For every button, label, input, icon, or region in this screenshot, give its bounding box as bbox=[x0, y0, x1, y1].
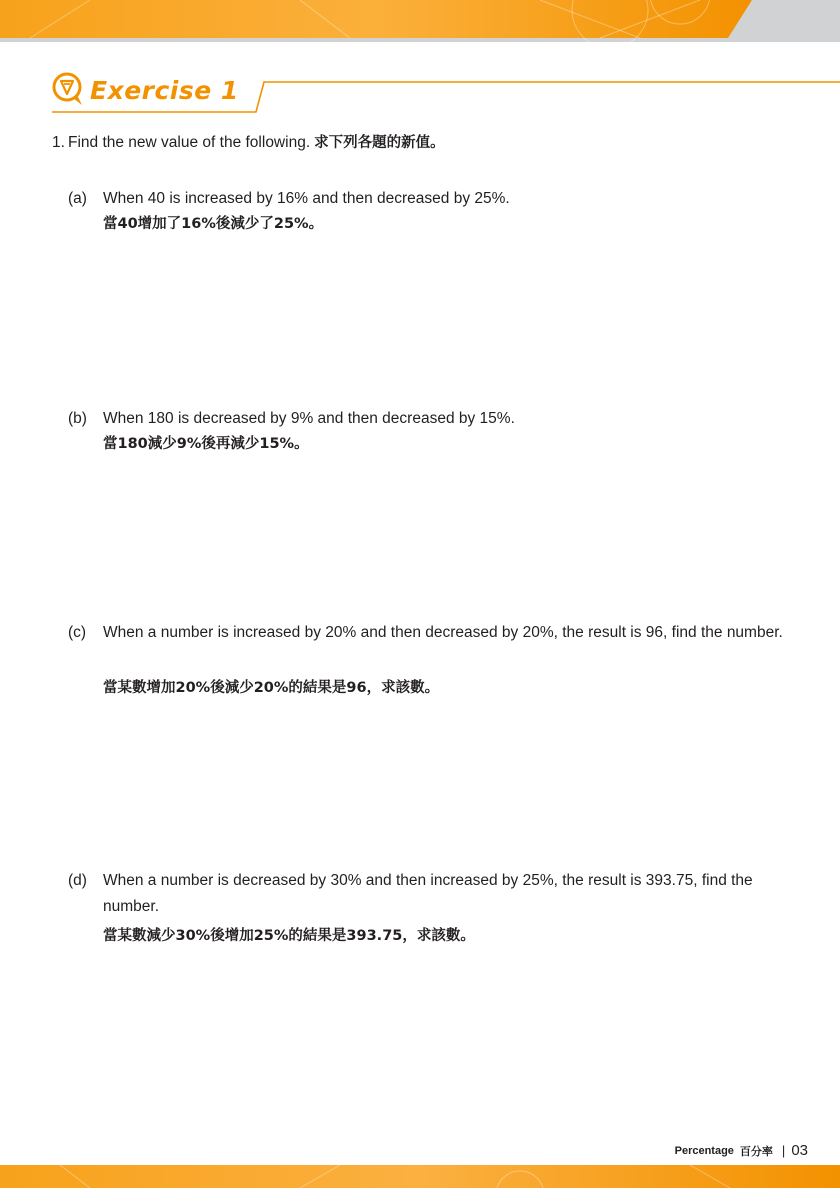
part-text-zh: 當某數增加20%後減少20%的結果是96，求該數。 bbox=[103, 680, 440, 696]
footer-chapter-zh: 百分率 bbox=[739, 1144, 773, 1158]
question-1 bbox=[52, 133, 445, 153]
part-text-en: When a number is increased by 20% and then decreased by 20%, the result is 96, find the number. bbox=[103, 624, 783, 641]
question-number: 1. bbox=[52, 134, 65, 151]
part-text-en: When 40 is increased by 16% and then decreased by 25%. bbox=[103, 190, 510, 207]
part-label: (a) bbox=[68, 190, 87, 207]
part-text-zh: 當180減少9%後再減少15%。 bbox=[103, 436, 309, 452]
footer-separator: | bbox=[781, 1143, 786, 1158]
exercise-heading bbox=[52, 70, 840, 116]
page-footer bbox=[675, 1142, 808, 1159]
exercise-title: Exercise 1 bbox=[90, 76, 239, 105]
question-text-en: Find the new value of the following. bbox=[68, 134, 311, 151]
top-banner-graphic bbox=[0, 0, 840, 42]
bottom-banner bbox=[0, 1165, 840, 1188]
part-text-zh: 當某數減少30%後增加25%的結果是393.75，求該數。 bbox=[103, 928, 475, 944]
page-number: 03 bbox=[791, 1142, 808, 1159]
part-text-en: When 180 is decreased by 9% and then decreased by 15%. bbox=[103, 410, 515, 427]
pencil-badge-icon bbox=[52, 72, 86, 106]
bottom-banner-graphic bbox=[0, 1165, 840, 1188]
question-text-zh: 求下列各題的新值。 bbox=[314, 135, 445, 151]
part-label: (d) bbox=[68, 872, 87, 889]
footer-chapter-en: Percentage bbox=[674, 1144, 734, 1157]
part-text-en: When a number is decreased by 30% and then increased by 25%, the result is 393.75, find the number. bbox=[103, 872, 753, 915]
part-label: (c) bbox=[68, 624, 87, 641]
part-label: (b) bbox=[68, 410, 87, 427]
top-banner bbox=[0, 0, 840, 42]
part-text-zh: 當40增加了16%後減少了25%。 bbox=[103, 216, 324, 232]
